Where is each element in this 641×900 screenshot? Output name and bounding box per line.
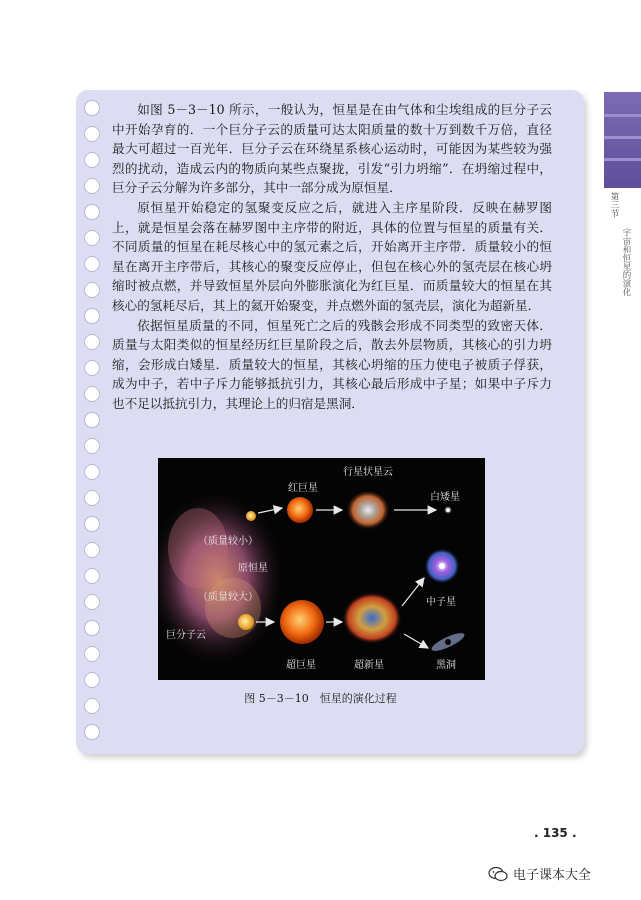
label-protostar: 原恒星 bbox=[238, 563, 268, 574]
binder-ring bbox=[84, 178, 100, 194]
label-lower-mass: （质量较小） bbox=[198, 536, 258, 547]
binder-ring bbox=[84, 152, 100, 168]
binder-ring bbox=[84, 308, 100, 324]
binder-ring bbox=[84, 464, 100, 480]
stellar-evolution-diagram bbox=[158, 458, 485, 680]
red-giant-image bbox=[287, 497, 313, 523]
binder-ring bbox=[84, 594, 100, 610]
binder-ring bbox=[84, 204, 100, 220]
label-black-hole: 黑洞 bbox=[436, 660, 456, 671]
binder-ring bbox=[84, 282, 100, 298]
supernova-image bbox=[342, 592, 402, 644]
label-supernova: 超新星 bbox=[354, 660, 384, 671]
binder-ring bbox=[84, 126, 100, 142]
binder-ring bbox=[84, 256, 100, 272]
binder-ring bbox=[84, 568, 100, 584]
binder-ring bbox=[84, 100, 100, 116]
binder-ring bbox=[84, 230, 100, 246]
watermark bbox=[488, 864, 591, 883]
binder-ring bbox=[84, 620, 100, 636]
label-white-dwarf: 白矮星 bbox=[430, 492, 460, 503]
side-topic-label: 宇宙和恒星的演化 bbox=[621, 228, 631, 296]
molecular-cloud-image bbox=[158, 488, 286, 668]
binder-ring bbox=[84, 516, 100, 532]
binder-ring bbox=[84, 542, 100, 558]
paragraph: 原恒星开始稳定的氢聚变反应之后，就进入主序星阶段．反映在赫罗图上，就是恒星会落在赫罗图中主序带的附近，具体的位置与恒星的质量有关．不同质量的恒星在耗尽核心中的氢元素之后，开始离开主序带．质量较小的恒星在离开主序带后，其核心的聚变反应停止，但包在核心外的氢壳层在核心坍缩时被点燃，并导致恒星外层向外膨胀演化为红巨星．而质量较大的恒星在其核心的氢耗尽后，其上的氦开始聚变，并点燃外面的氢壳层，演化为超新星． bbox=[112, 199, 552, 313]
side-tab bbox=[604, 92, 641, 188]
paragraph: 如图 5－3－10 所示，一般认为，恒星是在由气体和尘埃组成的巨分子云中开始孕育的．一个巨分子云的质量可达太阳质量的数十万到数千万倍，直径最大可超过一百光年．巨分子云在环绕星系核心运动时，可能因为某些较为强烈的扰动，造成云内的物质向某些点聚拢，引发“引力坍缩”．在坍缩过程中，巨分子云分解为许多部分，其中一部分成为原恒星． bbox=[112, 102, 552, 196]
planetary-nebula-image bbox=[346, 490, 390, 530]
label-supergiant: 超巨星 bbox=[286, 660, 316, 671]
binder-ring bbox=[84, 646, 100, 662]
label-planetary-nebula: 行星状星云 bbox=[343, 467, 393, 478]
binder-ring bbox=[84, 438, 100, 454]
binder-ring bbox=[84, 412, 100, 428]
wechat-icon bbox=[488, 866, 508, 882]
figure-caption: 图 5－3－10 恒星的演化过程 bbox=[244, 692, 397, 705]
label-higher-mass: （质量较大） bbox=[198, 592, 258, 603]
binder-ring bbox=[84, 360, 100, 376]
small-protostar-image bbox=[246, 511, 256, 521]
binder-rings bbox=[84, 100, 104, 740]
page-number: . 135 . bbox=[534, 826, 577, 840]
watermark-text: 电子课本大全 bbox=[513, 868, 592, 883]
supergiant-image bbox=[280, 600, 324, 644]
label-red-giant: 红巨星 bbox=[288, 483, 318, 494]
binder-ring bbox=[84, 724, 100, 740]
binder-ring bbox=[84, 672, 100, 688]
side-section-label: 第三节 bbox=[609, 192, 619, 218]
stellar-evolution-figure bbox=[158, 458, 485, 680]
binder-ring bbox=[84, 334, 100, 350]
binder-ring bbox=[84, 490, 100, 506]
paragraph: 依据恒星质量的不同，恒星死亡之后的残骸会形成不同类型的致密天体．质量与太阳类似的恒星经历红巨星阶段之后，散去外层物质，其核心的引力坍缩，会形成白矮星．质量较大的恒星，其核心坍缩的压力使电子被质子俘获，成为中子，若中子斥力能够抵抗引力，其核心最后形成中子星；如果中子斥力也不足以抵抗引力，其理论上的归宿是黑洞． bbox=[112, 317, 552, 411]
label-giant-molecular-cloud: 巨分子云 bbox=[166, 630, 206, 641]
body-text bbox=[112, 100, 552, 414]
binder-ring bbox=[84, 386, 100, 402]
large-protostar-image bbox=[238, 614, 254, 630]
label-neutron-star: 中子星 bbox=[426, 597, 456, 608]
